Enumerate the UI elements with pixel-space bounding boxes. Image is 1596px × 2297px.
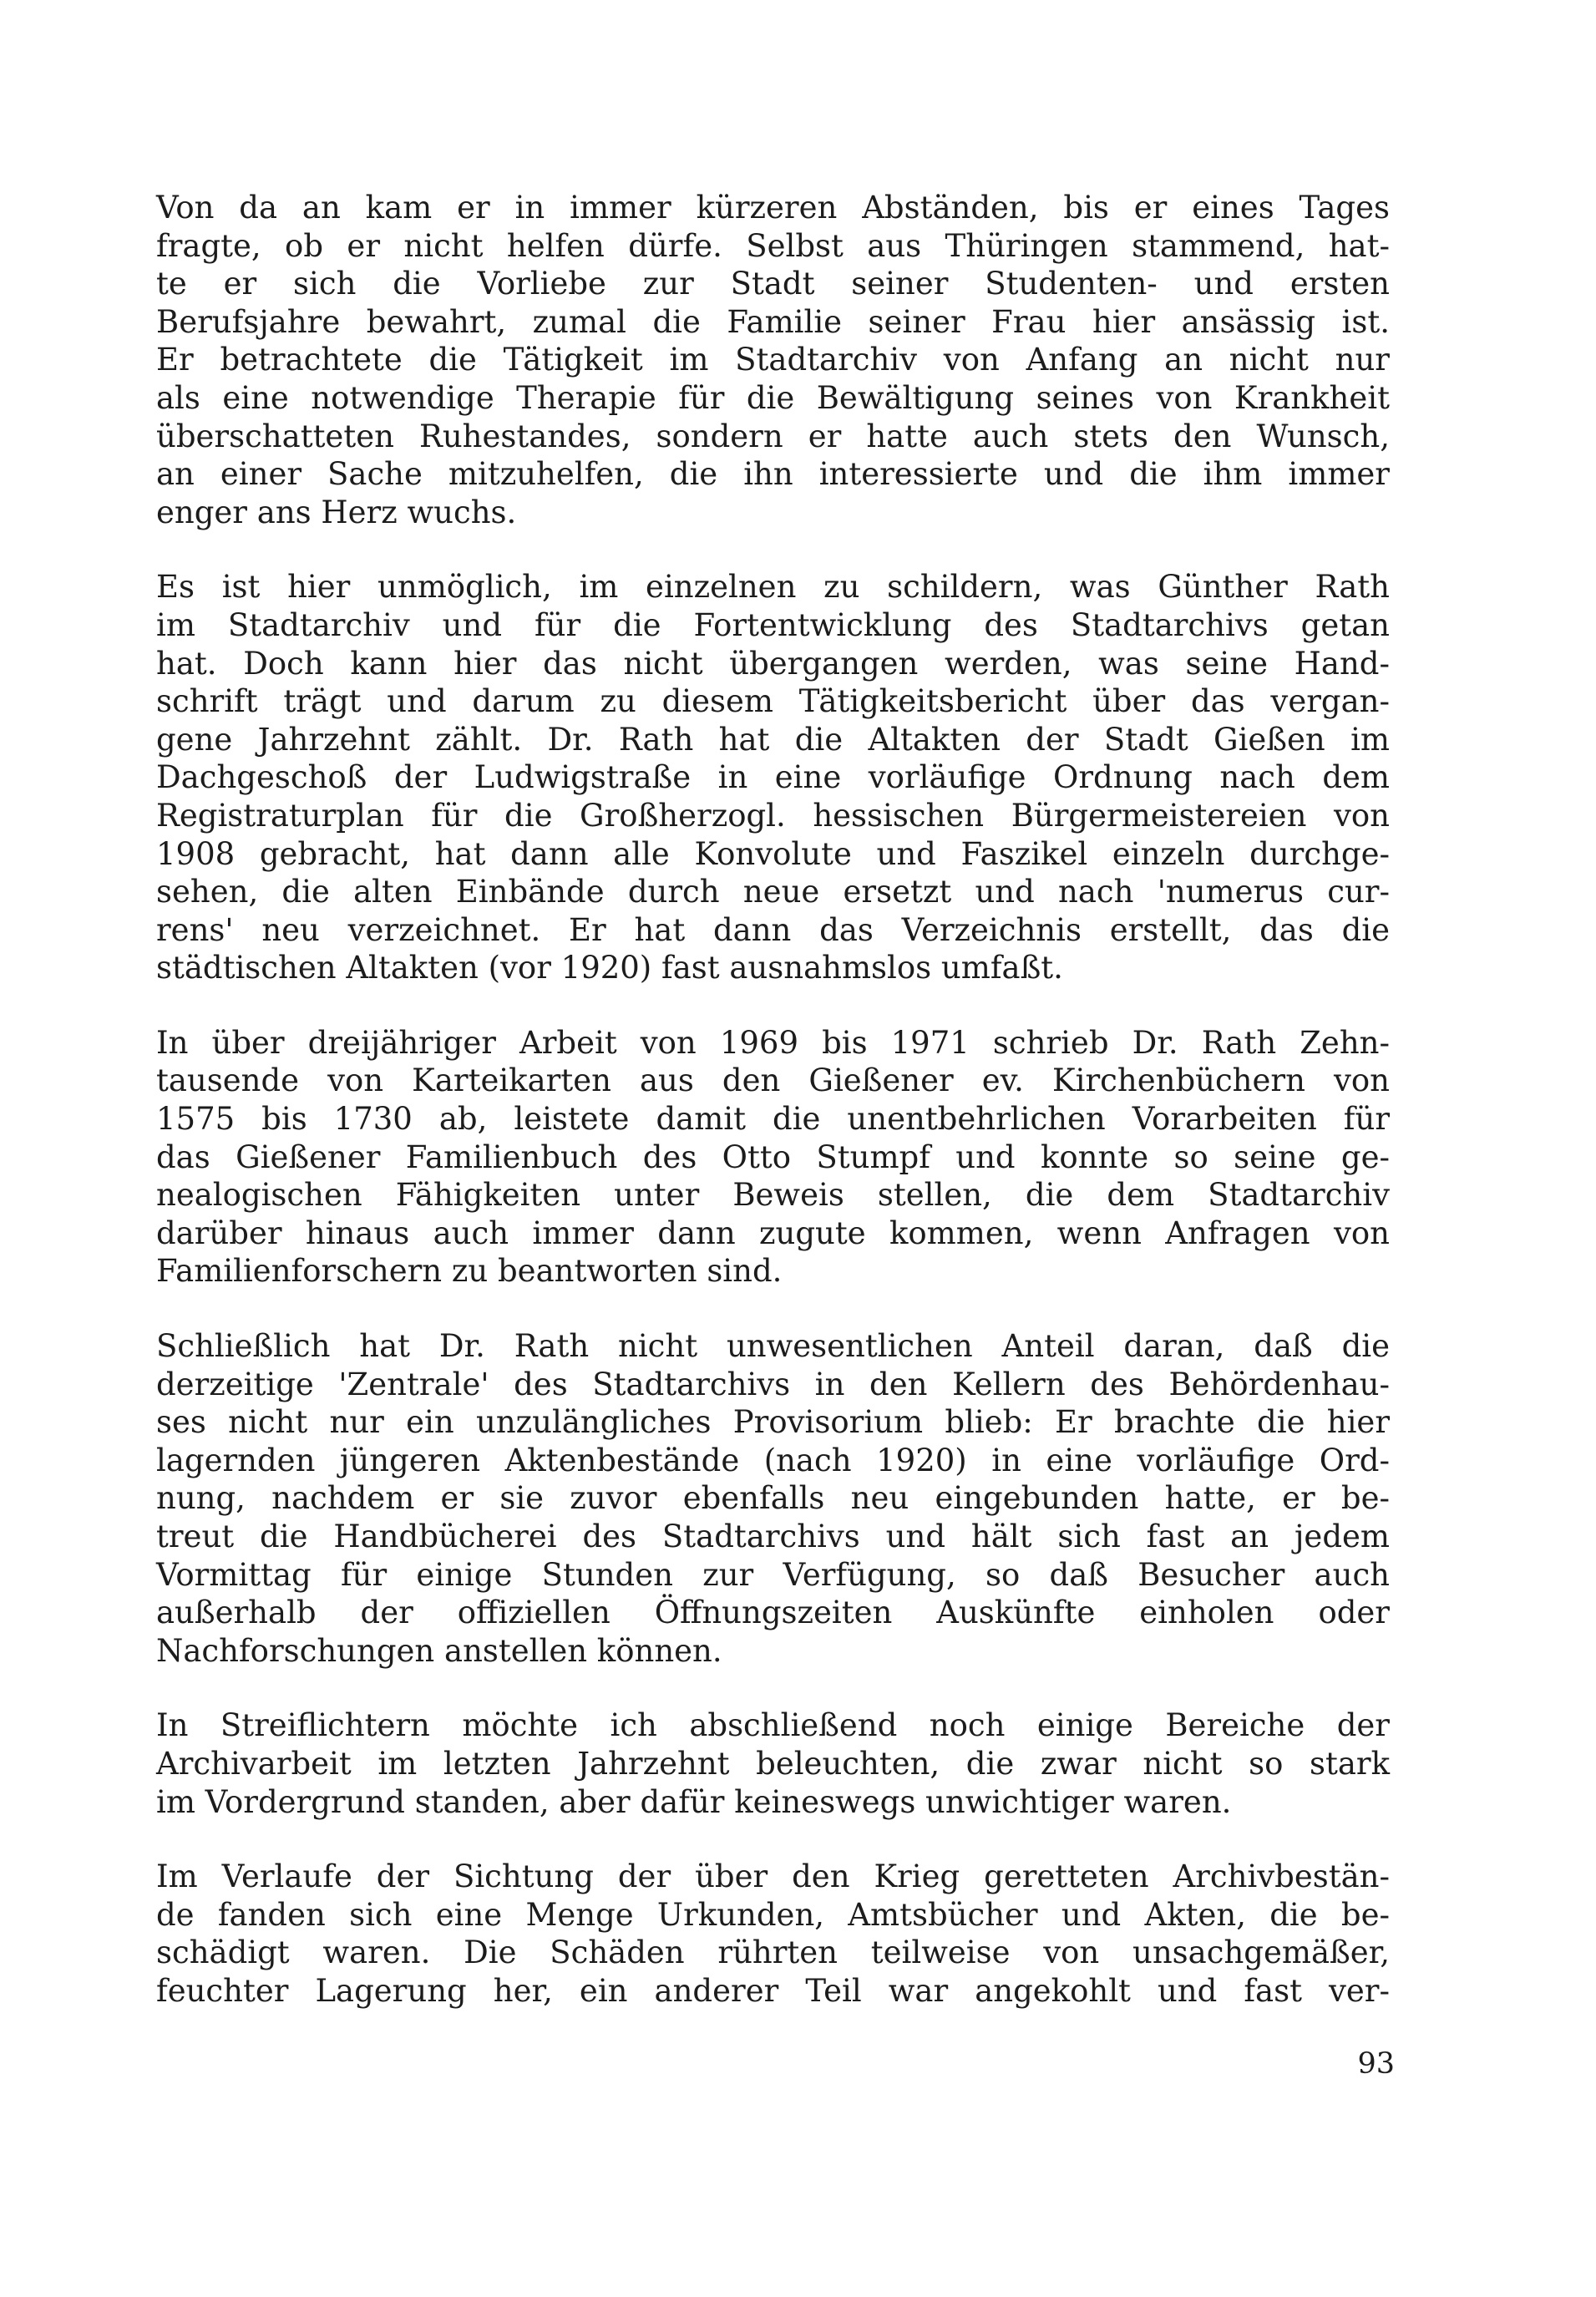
text-line: hat. Doch kann hier das nicht übergangen werden, was seine Hand- bbox=[156, 645, 1390, 682]
text-line: überschatteten Ruhestandes, sondern er hatte auch stets den Wunsch, bbox=[156, 418, 1390, 454]
text-line: enger ans Herz wuchs. bbox=[156, 494, 517, 530]
text-line: schädigt waren. Die Schäden rührten teilweise von unsachgemäßer, bbox=[156, 1934, 1390, 1971]
text-line: nung, nachdem er sie zuvor ebenfalls neu eingebunden hatte, er be- bbox=[156, 1480, 1390, 1517]
paragraph-2 bbox=[156, 568, 1390, 987]
paragraph-3 bbox=[156, 1024, 1390, 1290]
paragraph-4 bbox=[156, 1327, 1390, 1670]
text-line: gene Jahrzehnt zählt. Dr. Rath hat die Altakten der Stadt Gießen im bbox=[156, 721, 1390, 758]
text-line: Schließlich hat Dr. Rath nicht unwesentlichen Anteil daran, daß die bbox=[156, 1328, 1390, 1365]
text-line: nealogischen Fähigkeiten unter Beweis stellen, die dem Stadtarchiv bbox=[156, 1177, 1390, 1214]
text-line: Registraturplan für die Großherzogl. hessischen Bürgermeistereien von bbox=[156, 797, 1390, 834]
text-line: de fanden sich eine Menge Urkunden, Amtsbücher und Akten, die be- bbox=[156, 1896, 1390, 1933]
text-line: darüber hinaus auch immer dann zugute kommen, wenn Anfragen von bbox=[156, 1214, 1390, 1251]
text-line: Berufsjahre bewahrt, zumal die Familie seiner Frau hier ansässig ist. bbox=[156, 303, 1390, 340]
text-line: fragte, ob er nicht helfen dürfe. Selbst aus Thüringen stammend, hat- bbox=[156, 227, 1390, 264]
paragraph-5 bbox=[156, 1706, 1390, 1821]
paragraph-1 bbox=[156, 189, 1390, 531]
text-line: ses nicht nur ein unzulängliches Provisorium blieb: Er brachte die hier bbox=[156, 1404, 1390, 1441]
text-line: Archivarbeit im letzten Jahrzehnt beleuchten, die zwar nicht so stark bbox=[156, 1745, 1390, 1782]
text-line: Im Verlaufe der Sichtung der über den Krieg geretteten Archivbestän- bbox=[156, 1858, 1390, 1895]
text-line: im Vordergrund standen, aber dafür keineswegs unwichtiger waren. bbox=[156, 1783, 1232, 1820]
text-line: im Stadtarchiv und für die Fortentwicklung des Stadtarchivs getan bbox=[156, 606, 1390, 643]
text-line: Es ist hier unmöglich, im einzelnen zu schildern, was Günther Rath bbox=[156, 569, 1390, 606]
text-line: Familienforschern zu beantworten sind. bbox=[156, 1253, 783, 1290]
text-line: das Gießener Familienbuch des Otto Stumpf und konnte so seine ge- bbox=[156, 1138, 1390, 1175]
text-line: lagernden jüngeren Aktenbestände (nach 1920) in eine vorläufige Ord- bbox=[156, 1442, 1390, 1478]
text-line: 1908 gebracht, hat dann alle Konvolute und Faszikel einzeln durchge- bbox=[156, 835, 1390, 872]
body-text bbox=[156, 189, 1390, 2047]
text-line: sehen, die alten Einbände durch neue ersetzt und nach 'numerus cur- bbox=[156, 874, 1390, 910]
text-line: schrift trägt und darum zu diesem Tätigkeitsbericht über das vergan- bbox=[156, 683, 1390, 720]
text-line: te er sich die Vorliebe zur Stadt seiner Studenten- und ersten bbox=[156, 266, 1390, 302]
text-line: Er betrachtete die Tätigkeit im Stadtarchiv von Anfang an nicht nur bbox=[156, 342, 1390, 378]
text-line: treut die Handbücherei des Stadtarchivs und hält sich fast an jedem bbox=[156, 1519, 1390, 1554]
text-line: Von da an kam er in immer kürzeren Abständen, bis er eines Tages bbox=[156, 190, 1390, 226]
paragraph-6 bbox=[156, 1858, 1390, 2010]
text-line: 1575 bis 1730 ab, leistete damit die unentbehrlichen Vorarbeiten für bbox=[156, 1101, 1390, 1138]
text-line: derzeitige 'Zentrale' des Stadtarchivs in den Kellern des Behördenhau- bbox=[156, 1366, 1390, 1402]
text-line: außerhalb der offiziellen Öffnungszeiten Auskünfte einholen oder bbox=[156, 1595, 1390, 1631]
text-line: als eine notwendige Therapie für die Bewältigung seines von Krankheit bbox=[156, 379, 1390, 416]
text-line: Nachforschungen anstellen können. bbox=[156, 1632, 722, 1669]
text-line: an einer Sache mitzuhelfen, die ihn interessierte und die ihm immer bbox=[156, 456, 1390, 493]
text-line: tausende von Karteikarten aus den Gießener ev. Kirchenbüchern von bbox=[156, 1062, 1390, 1099]
page-number: 93 bbox=[1357, 2047, 1395, 2081]
text-line: Vormittag für einige Stunden zur Verfügung, so daß Besucher auch bbox=[156, 1556, 1390, 1593]
text-line: städtischen Altakten (vor 1920) fast ausnahmslos umfaßt. bbox=[156, 950, 1063, 986]
text-line: Dachgeschoß der Ludwigstraße in eine vorläufige Ordnung nach dem bbox=[156, 759, 1390, 796]
text-line: rens' neu verzeichnet. Er hat dann das Verzeichnis erstellt, das die bbox=[156, 911, 1390, 948]
text-line: feuchter Lagerung her, ein anderer Teil war angekohlt und fast ver- bbox=[156, 1972, 1390, 2009]
text-line: In über dreijähriger Arbeit von 1969 bis 1971 schrieb Dr. Rath Zehn- bbox=[156, 1024, 1390, 1061]
text-line: In Streiflichtern möchte ich abschließend noch einige Bereiche der bbox=[156, 1707, 1390, 1744]
